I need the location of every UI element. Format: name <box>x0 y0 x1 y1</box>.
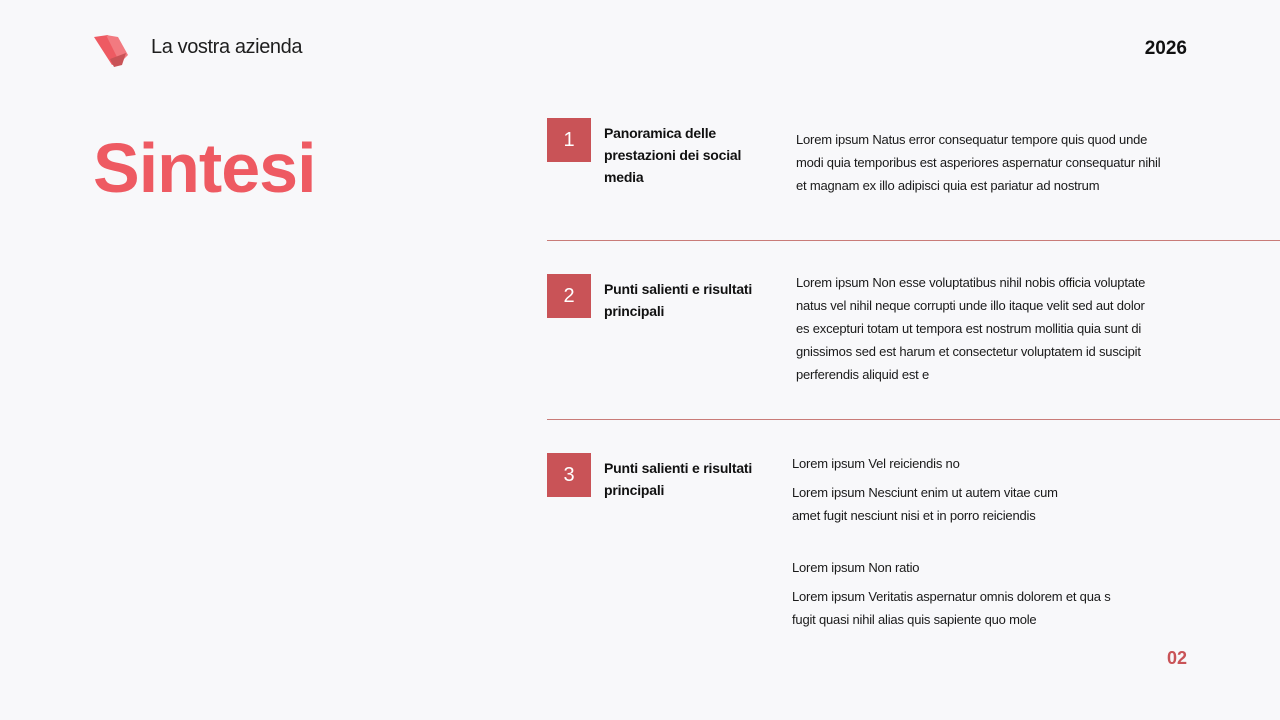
section-divider <box>547 240 1280 241</box>
sub-item-title: Lorem ipsum Non ratio <box>792 560 920 575</box>
section-body: Lorem ipsum Non esse voluptatibus nihil nobis officia voluptate natus vel nihil neque corrupti unde illo itaque velit sed aut dolor es excepturi totam ut tempora est nostrum mollitia quia sunt di gnissimos sed est harum et consectetur voluptatem id suscipit perferendis aliquid est e <box>796 275 1146 382</box>
company-name: La vostra azienda <box>151 36 303 58</box>
section-heading: Punti salienti e risultati principali <box>604 460 753 498</box>
section-divider <box>547 419 1280 420</box>
page-title: Sintesi <box>93 129 316 207</box>
page-number: 02 <box>1166 648 1187 668</box>
section-number-badge: 2 <box>547 274 591 318</box>
section-heading: Panoramica delle prestazioni dei social media <box>604 125 742 185</box>
section-heading: Punti salienti e risultati principali <box>604 281 753 319</box>
section-number-badge: 3 <box>547 453 591 497</box>
section-body: Lorem ipsum Natus error consequatur tempore quis quod unde modi quia temporibus est asperiores aspernatur consequatur nihil et magnam ex illo adipisci quia est pariatur ad nostrum <box>796 132 1161 193</box>
sub-item-title: Lorem ipsum Vel reiciendis no <box>792 456 960 471</box>
sub-item-text: Lorem ipsum Veritatis aspernatur omnis dolorem et qua s fugit quasi nihil alias quis sapiente quo mole <box>792 589 1111 627</box>
section-number-badge: 1 <box>547 118 591 162</box>
year-label: 2026 <box>1144 38 1187 59</box>
sub-item-text: Lorem ipsum Nesciunt enim ut autem vitae cum amet fugit nesciunt nisi et in porro reiciendis <box>792 485 1058 523</box>
company-logo-icon <box>92 33 128 67</box>
